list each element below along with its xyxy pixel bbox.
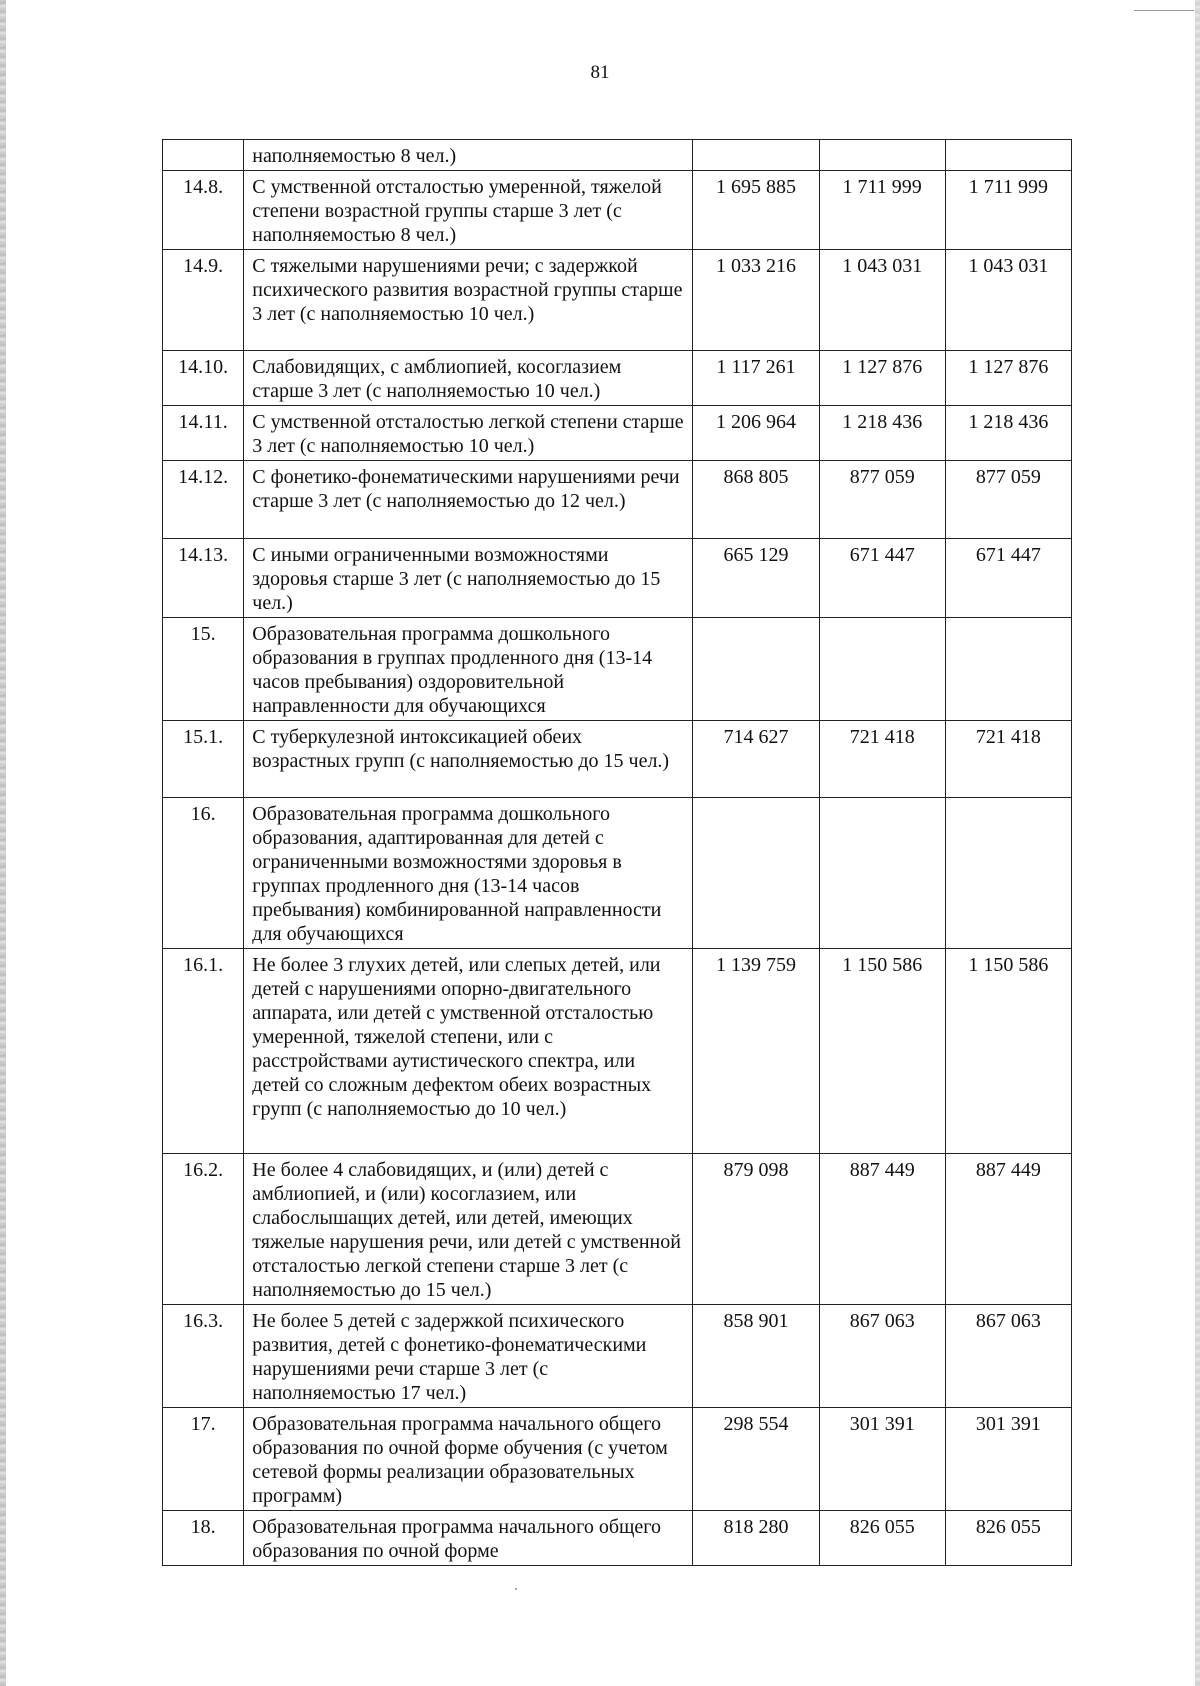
scan-edge-right	[1195, 0, 1200, 1686]
row-value-1: 1 695 885	[693, 171, 819, 250]
row-description: Не более 5 детей с задержкой психического развития, детей с фонетико-фонематическими нарушениями речи старше 3 лет (с наполняемостью 17 чел.)	[244, 1305, 693, 1408]
row-value-2: 1 218 436	[819, 406, 945, 461]
scan-corner-mark	[1134, 10, 1194, 11]
row-value-2: 1 127 876	[819, 351, 945, 406]
row-value-2: 826 055	[819, 1511, 945, 1566]
row-description: Не более 3 глухих детей, или слепых детей, или детей с нарушениями опорно-двигательного аппарата, или детей с умственной отсталостью умеренной, тяжелой степени, или с расстройствами аутистического спектра, или детей со сложным дефектом обеих возрастных групп (с наполняемостью до 10 чел.)	[244, 949, 693, 1154]
row-value-1: 879 098	[693, 1154, 819, 1305]
row-value-3: 1 711 999	[945, 171, 1071, 250]
scan-dot	[515, 1588, 517, 1590]
scan-edge-left	[0, 0, 6, 1686]
row-value-3	[945, 618, 1071, 721]
page-number: 81	[590, 62, 610, 83]
table-row	[163, 1408, 1072, 1511]
row-value-3: 826 055	[945, 1511, 1071, 1566]
table-row	[163, 171, 1072, 250]
row-value-2: 887 449	[819, 1154, 945, 1305]
row-value-2	[819, 140, 945, 171]
table-row	[163, 250, 1072, 351]
tariff-table	[162, 139, 1072, 1566]
row-value-1: 1 117 261	[693, 351, 819, 406]
row-number: 16.	[163, 798, 244, 949]
row-value-1: 1 206 964	[693, 406, 819, 461]
row-value-1	[693, 618, 819, 721]
row-value-1: 665 129	[693, 539, 819, 618]
row-number: 14.11.	[163, 406, 244, 461]
row-value-2: 721 418	[819, 721, 945, 798]
table-row	[163, 539, 1072, 618]
row-value-3	[945, 798, 1071, 949]
row-value-2: 867 063	[819, 1305, 945, 1408]
row-number: 15.1.	[163, 721, 244, 798]
table-row	[163, 1511, 1072, 1566]
row-number: 14.13.	[163, 539, 244, 618]
row-description: С умственной отсталостью легкой степени старше 3 лет (с наполняемостью 10 чел.)	[244, 406, 693, 461]
row-value-2	[819, 798, 945, 949]
row-number: 14.8.	[163, 171, 244, 250]
row-number: 15.	[163, 618, 244, 721]
row-value-1	[693, 140, 819, 171]
row-value-3: 671 447	[945, 539, 1071, 618]
row-value-3: 867 063	[945, 1305, 1071, 1408]
row-value-1: 298 554	[693, 1408, 819, 1511]
row-number: 18.	[163, 1511, 244, 1566]
row-value-2: 1 043 031	[819, 250, 945, 351]
row-number: 14.10.	[163, 351, 244, 406]
row-description: Не более 4 слабовидящих, и (или) детей с амблиопией, и (или) косоглазием, или слабослышащих детей, или детей, имеющих тяжелые нарушения речи, или детей с умственной отсталостью легкой степени старше 3 лет (с наполняемостью до 15 чел.)	[244, 1154, 693, 1305]
row-number: 16.1.	[163, 949, 244, 1154]
row-description: С иными ограниченными возможностями здоровья старше 3 лет (с наполняемостью до 15 чел.)	[244, 539, 693, 618]
table-row	[163, 798, 1072, 949]
table-row	[163, 949, 1072, 1154]
table-row	[163, 351, 1072, 406]
row-value-2: 1 150 586	[819, 949, 945, 1154]
row-description: наполняемостью 8 чел.)	[244, 140, 693, 171]
row-value-1: 868 805	[693, 461, 819, 539]
row-value-1: 1 033 216	[693, 250, 819, 351]
row-number: 14.9.	[163, 250, 244, 351]
table-row	[163, 1305, 1072, 1408]
row-description: С туберкулезной интоксикацией обеих возрастных групп (с наполняемостью до 15 чел.)	[244, 721, 693, 798]
row-number	[163, 140, 244, 171]
row-value-3: 301 391	[945, 1408, 1071, 1511]
row-value-3	[945, 140, 1071, 171]
row-description: Образовательная программа начального общего образования по очной форме	[244, 1511, 693, 1566]
row-description: Образовательная программа дошкольного образования, адаптированная для детей с ограниченными возможностями здоровья в группах продленного дня (13-14 часов пребывания) комбинированной направленности для обучающихся	[244, 798, 693, 949]
row-description: Образовательная программа начального общего образования по очной форме обучения (с учетом сетевой формы реализации образовательных программ)	[244, 1408, 693, 1511]
table-row	[163, 618, 1072, 721]
row-value-3: 877 059	[945, 461, 1071, 539]
table-row	[163, 721, 1072, 798]
row-description: С тяжелыми нарушениями речи; с задержкой психического развития возрастной группы старше 3 лет (с наполняемостью 10 чел.)	[244, 250, 693, 351]
row-value-3: 1 043 031	[945, 250, 1071, 351]
table-row	[163, 406, 1072, 461]
row-number: 16.2.	[163, 1154, 244, 1305]
row-number: 16.3.	[163, 1305, 244, 1408]
row-description: С умственной отсталостью умеренной, тяжелой степени возрастной группы старше 3 лет (с наполняемостью 8 чел.)	[244, 171, 693, 250]
row-number: 17.	[163, 1408, 244, 1511]
row-description: С фонетико-фонематическими нарушениями речи старше 3 лет (с наполняемостью до 12 чел.)	[244, 461, 693, 539]
row-value-1: 1 139 759	[693, 949, 819, 1154]
row-value-3: 1 127 876	[945, 351, 1071, 406]
table-row	[163, 461, 1072, 539]
row-number: 14.12.	[163, 461, 244, 539]
row-value-2: 877 059	[819, 461, 945, 539]
table-row	[163, 140, 1072, 171]
row-value-1: 858 901	[693, 1305, 819, 1408]
row-value-1: 714 627	[693, 721, 819, 798]
row-value-3: 1 150 586	[945, 949, 1071, 1154]
row-description: Образовательная программа дошкольного образования в группах продленного дня (13-14 часов пребывания) оздоровительной направленности для обучающихся	[244, 618, 693, 721]
row-value-2	[819, 618, 945, 721]
row-value-2: 301 391	[819, 1408, 945, 1511]
table-row	[163, 1154, 1072, 1305]
row-value-2: 1 711 999	[819, 171, 945, 250]
row-value-3: 721 418	[945, 721, 1071, 798]
row-description: Слабовидящих, с амблиопией, косоглазием старше 3 лет (с наполняемостью 10 чел.)	[244, 351, 693, 406]
row-value-1	[693, 798, 819, 949]
row-value-3: 887 449	[945, 1154, 1071, 1305]
row-value-1: 818 280	[693, 1511, 819, 1566]
row-value-2: 671 447	[819, 539, 945, 618]
row-value-3: 1 218 436	[945, 406, 1071, 461]
